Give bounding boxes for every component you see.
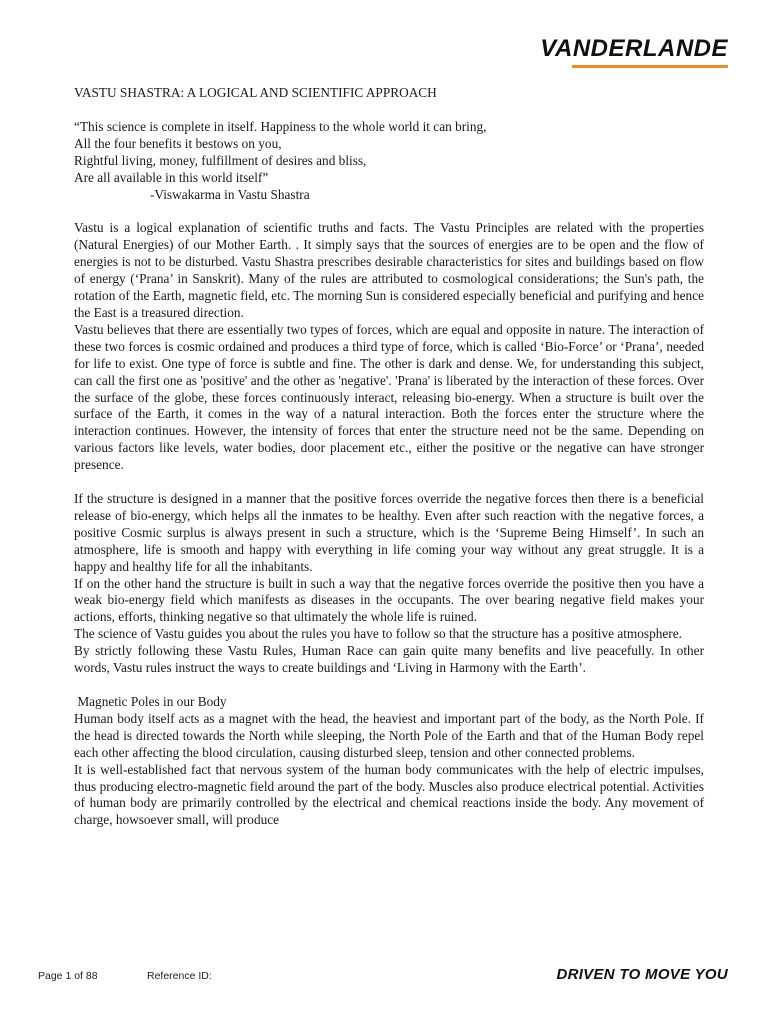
quote-line: “This science is complete in itself. Happiness to the whole world it can bring, (74, 118, 487, 134)
paragraph: The science of Vastu guides you about the rules you have to follow so that the structure has a positive atmosphere. (74, 626, 682, 642)
quote-attribution: -Viswakarma in Vastu Shastra (150, 186, 310, 202)
paragraph: If on the other hand the structure is built in such a way that the negative forces override the positive then you have a weak bio-energy field which manifests as diseases in the occupants. The over bearing negative field makes your actions, efforts, thinking negative so that ultimately the whole life is ruined. (74, 575, 704, 625)
paragraph-gap (74, 677, 704, 694)
company-logo (540, 36, 728, 68)
footer-slogan: DRIVEN TO MOVE YOU (556, 966, 728, 983)
page-number: Page 1 of 88 (38, 970, 98, 982)
logo-wordmark: VANDERLANDE (540, 35, 728, 62)
logo-accent-bar (572, 65, 728, 68)
quote-line: All the four benefits it bestows on you, (74, 135, 282, 151)
paragraph: Vastu believes that there are essentially two types of forces, which are equal and opposite in nature. The interaction of these two forces is cosmic ordained and produces a third type of force, which is called ‘Bio-Force’ or ‘Prana’, needed for life to exist. One type of force is subtle and fine. The other is dark and dense. We, for understanding this subject, can call the first one as 'positive' and the other as 'negative'. 'Prana' is liberated by the interaction of these forces. Over the surface of the globe, these forces continuously interact, releasing bio-energy. When a structure is built over the surface of the Earth, it comes in the way of a natural interaction. Both the forces enter the structure where the interaction continues. However, the intensity of forces that enter the structure need not be the same. Depending on various factors like levels, water bodies, door placement etc., either the positive or the negative can have stronger presence. (74, 321, 704, 473)
quote-line: Are all available in this world itself” (74, 169, 269, 185)
opening-quote (74, 119, 704, 204)
quote-line: Rightful living, money, fulfillment of desires and bliss, (74, 152, 367, 168)
paragraph: Human body itself acts as a magnet with the head, the heaviest and important part of the body, as the North Pole. If the head is directed towards the North while sleeping, the North Pole of the Earth and that of the Human Body repel each other affecting the blood circulation, causing disturbed sleep, tension and other connected problems. (74, 710, 704, 760)
paragraph: It is well-established fact that nervous system of the human body communicates with the help of electric impulses, thus producing electro-magnetic field around the part of the body. Muscles also produce electrical potential. Activities of human body are primarily controlled by the electrical and chemical reactions inside the body. Any movement of charge, howsoever small, will produce (74, 761, 704, 828)
paragraph: If the structure is designed in a manner that the positive forces override the negative forces then there is a beneficial release of bio-energy, which helps all the inmates to be healthy. Even after such reaction with the negative forces, a positive Cosmic surplus is always present in such a structure, which is the ‘Supreme Being Himself’. In such an atmosphere, life is smooth and happy with everything in life coming your way without any great struggle. It is a happy and healthy life for all the inhabitants. (74, 491, 704, 574)
paragraph: Vastu is a logical explanation of scientific truths and facts. The Vastu Principles are related with the properties (Natural Energies) of our Mother Earth. . It simply says that the sources of energies are to be open and the flow of energies is not to be disturbed. Vastu Shastra prescribes desirable characteristics for sites and buildings based on flow of energy (‘Prana’ in Sanskrit). Many of the rules are attributed to cosmological considerations; the Sun's path, the rotation of the Earth, magnetic field, etc. The morning Sun is considered especially beneficial and purifying and hence the East is a treasured direction. (74, 220, 704, 320)
reference-id: Reference ID: (147, 970, 212, 982)
paragraph-gap (74, 474, 704, 491)
document-title: VASTU SHASTRA: A LOGICAL AND SCIENTIFIC APPROACH (74, 85, 437, 100)
paragraph: By strictly following these Vastu Rules, Human Race can gain quite many benefits and live peacefully. In other words, Vastu rules instruct the ways to create buildings and ‘Living in Harmony with the Earth’. (74, 643, 704, 676)
document-body (74, 85, 704, 829)
section-heading: Magnetic Poles in our Body (74, 694, 227, 709)
page-footer (38, 966, 728, 986)
